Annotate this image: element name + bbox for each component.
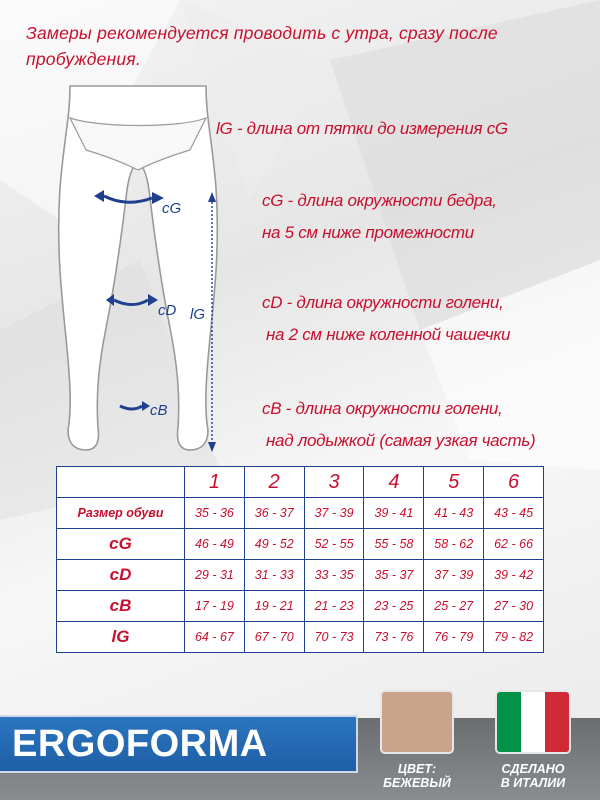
table-cell: 37 - 39: [424, 560, 484, 591]
table-row: [57, 529, 544, 560]
cD-label: cD: [158, 302, 177, 319]
origin-caption-line1: СДЕЛАНО: [501, 762, 565, 776]
size-header-row: [57, 467, 544, 498]
table-cell: 41 - 43: [424, 498, 484, 529]
table-cell: 76 - 79: [424, 622, 484, 653]
table-cell: 35 - 36: [185, 498, 245, 529]
table-cell: 70 - 73: [304, 622, 364, 653]
origin-caption: [486, 762, 580, 790]
table-cell: 33 - 35: [304, 560, 364, 591]
table-row: [57, 498, 544, 529]
table-cell: 79 - 82: [484, 622, 544, 653]
origin-caption-line2: В ИТАЛИИ: [500, 776, 566, 790]
table-row: [57, 560, 544, 591]
table-cell: 73 - 76: [364, 622, 424, 653]
cB-label: cB: [150, 402, 168, 419]
cD-band: [114, 300, 148, 305]
lG-label: lG: [190, 306, 205, 323]
table-cell: 46 - 49: [185, 529, 245, 560]
corner-cell: [57, 467, 185, 498]
definition-cD-line2: на 2 см ниже коленной чашечки: [266, 325, 511, 344]
table-cell: 55 - 58: [364, 529, 424, 560]
table-cell: 37 - 39: [304, 498, 364, 529]
table-cell: 31 - 33: [244, 560, 304, 591]
definition-cD-line1: cD - длина окружности голени,: [262, 293, 504, 312]
table-cell: 25 - 27: [424, 591, 484, 622]
color-swatch: [380, 690, 454, 754]
italy-flag-icon: [495, 690, 571, 754]
table-cell: 35 - 37: [364, 560, 424, 591]
size-header: 5: [424, 467, 484, 498]
table-cell: 58 - 62: [424, 529, 484, 560]
table-row: [57, 591, 544, 622]
size-table: [56, 466, 544, 653]
color-caption-line1: ЦВЕТ:: [397, 762, 437, 776]
table-cell: 64 - 67: [185, 622, 245, 653]
table-cell: 23 - 25: [364, 591, 424, 622]
definition-cG-line2: на 5 см ниже промежности: [262, 223, 474, 242]
table-cell: 39 - 41: [364, 498, 424, 529]
size-header: 4: [364, 467, 424, 498]
definition-lG: lG - длина от пятки до измерения cG: [216, 119, 508, 138]
table-cell: 62 - 66: [484, 529, 544, 560]
table-cell: 52 - 55: [304, 529, 364, 560]
table-cell: 39 - 42: [484, 560, 544, 591]
table-cell: 29 - 31: [185, 560, 245, 591]
table-row: [57, 622, 544, 653]
measurement-advice: Замеры рекомендуется проводить с утра, сразу после пробуждения.: [26, 23, 498, 69]
row-label-cD: cD: [57, 560, 185, 591]
size-header: 3: [304, 467, 364, 498]
table-cell: 17 - 19: [185, 591, 245, 622]
table-cell: 49 - 52: [244, 529, 304, 560]
definition-cB-line2: над лодыжкой (самая узкая часть): [266, 431, 536, 450]
row-label-cG: cG: [57, 529, 185, 560]
row-label-cB: cB: [57, 591, 185, 622]
table-cell: 36 - 37: [244, 498, 304, 529]
row-label-shoe-size: Размер обуви: [57, 498, 185, 529]
color-caption: [372, 762, 462, 790]
size-header: 2: [244, 467, 304, 498]
definition-cG-line1: cG - длина окружности бедра,: [262, 191, 497, 210]
cG-label: cG: [162, 200, 182, 217]
table-cell: 43 - 45: [484, 498, 544, 529]
table-cell: 67 - 70: [244, 622, 304, 653]
brand-logo: ERGOFORMA: [0, 715, 358, 773]
row-label-lG: lG: [57, 622, 185, 653]
size-header: 1: [185, 467, 245, 498]
definition-cB-line1: cB - длина окружности голени,: [262, 399, 503, 418]
table-cell: 27 - 30: [484, 591, 544, 622]
table-cell: 19 - 21: [244, 591, 304, 622]
size-header: 6: [484, 467, 544, 498]
cB-band: [120, 406, 142, 409]
table-cell: 21 - 23: [304, 591, 364, 622]
color-caption-line2: БЕЖЕВЫЙ: [383, 776, 451, 790]
legs-diagram: [40, 78, 240, 458]
